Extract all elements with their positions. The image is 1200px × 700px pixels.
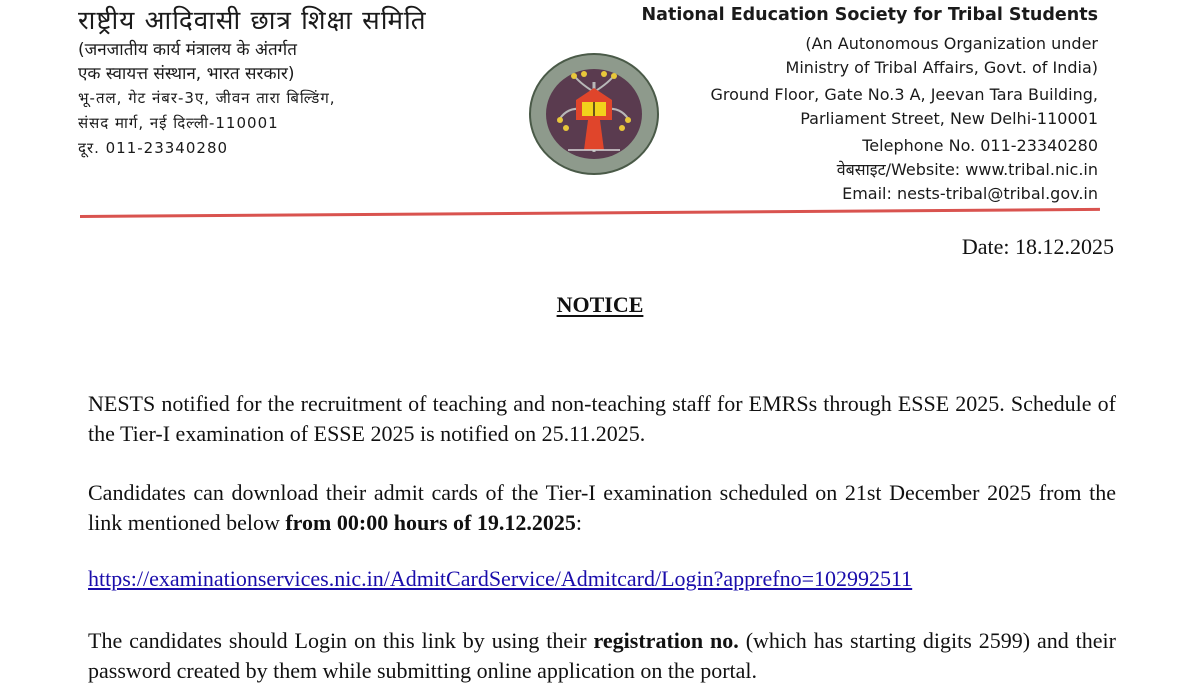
address-hindi-1: भू-तल, गेट नंबर-3ए, जीवन तारा बिल्डिंग,	[78, 89, 336, 107]
org-subtitle-english-1: (An Autonomous Organization under	[805, 34, 1098, 53]
notice-heading	[0, 292, 1200, 318]
phone-hindi: दूर. 011-23340280	[78, 139, 229, 157]
notice-date: Date: 18.12.2025	[961, 234, 1114, 259]
org-subtitle-hindi-1: (जनजातीय कार्य मंत्रालय के अंतर्गत	[78, 40, 297, 60]
website: वेबसाइट/Website: www.tribal.nic.in	[836, 160, 1098, 179]
login-instructions-suffix: (which has starting digits 2599) and their password created by them while submitting online application on the portal.	[88, 628, 1116, 683]
paragraph-admit-card-text: Candidates can download their admit cards of the Tier-I examination scheduled on 21st December 2025 from the link mentioned below	[88, 480, 1116, 535]
letterhead-divider	[80, 208, 1100, 218]
paragraph-recruitment: NESTS notified for the recruitment of teaching and non-teaching staff for EMRSs through ESSE 2025. Schedule of the Tier-I examination of ESSE 2025 is notified on 25.11.2025.	[88, 391, 1116, 446]
letterhead-english	[642, 2, 1099, 206]
registration-no-label: registration no.	[593, 628, 739, 653]
admit-card-link[interactable]: https://examinationservices.nic.in/AdmitCardService/Admitcard/Login?apprefno=102992511	[88, 566, 913, 591]
org-name-english: National Education Society for Tribal Students	[641, 5, 1098, 25]
org-name-hindi: राष्ट्रीय आदिवासी छात्र शिक्षा समिति	[78, 6, 427, 36]
paragraph-login-instructions	[88, 626, 1116, 686]
address-hindi-2: संसद मार्ग, नई दिल्ली-110001	[78, 114, 279, 132]
notice-heading-text: NOTICE	[556, 292, 644, 317]
paragraph-admit-card	[88, 478, 1116, 538]
org-subtitle-hindi-2: एक स्वायत्त संस्थान, भारत सरकार)	[78, 64, 295, 84]
admit-card-release-time: from 00:00 hours of 19.12.2025	[285, 510, 576, 535]
nests-logo-icon	[528, 52, 660, 176]
telephone: Telephone No. 011-23340280	[862, 136, 1098, 155]
email: Email: nests-tribal@tribal.gov.in	[842, 184, 1098, 203]
login-instructions-text: The candidates should Login on this link by using their	[88, 628, 594, 653]
letterhead-hindi	[78, 4, 427, 161]
address-english-2: Parliament Street, New Delhi-110001	[800, 109, 1098, 128]
address-english-1: Ground Floor, Gate No.3 A, Jeevan Tara Building,	[710, 85, 1098, 104]
paragraph-admit-card-suffix: :	[575, 510, 582, 535]
org-subtitle-english-2: Ministry of Tribal Affairs, Govt. of India)	[785, 58, 1098, 77]
